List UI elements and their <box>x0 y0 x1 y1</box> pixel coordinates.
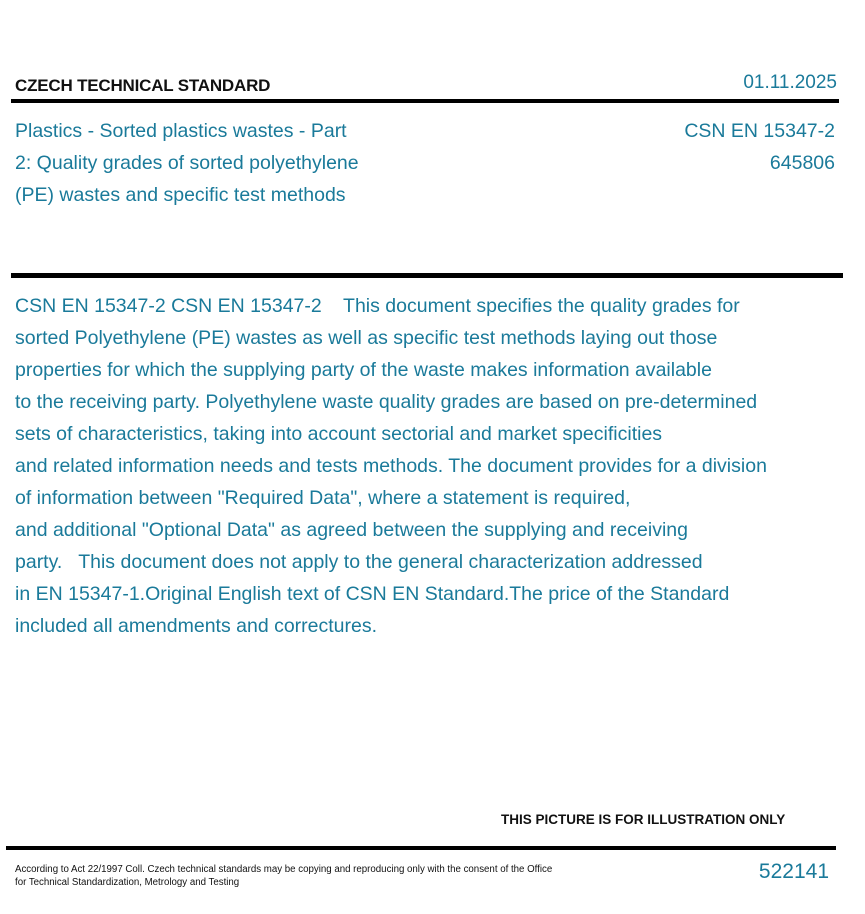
illustration-note: THIS PICTURE IS FOR ILLUSTRATION ONLY <box>501 812 786 827</box>
legal-line: According to Act 22/1997 Coll. Czech technical standards may be copying and reproducing only with the consent of the Office <box>15 864 553 875</box>
description-line: properties for which the supplying party of the waste makes information available <box>15 359 712 381</box>
description-line: of information between "Required Data", where a statement is required, <box>15 487 631 509</box>
issue-date: 01.11.2025 <box>743 72 837 93</box>
legal-notice <box>15 863 552 889</box>
legal-line: for Technical Standardization, Metrology and Testing <box>15 877 240 888</box>
description-line: and related information needs and tests methods. The document provides for a division <box>15 455 767 477</box>
description-line: CSN EN 15347-2 CSN EN 15347-2 This document specifies the quality grades for <box>15 295 740 317</box>
description-line: party. This document does not apply to the general characterization addressed <box>15 551 703 573</box>
middle-divider <box>11 273 843 278</box>
document-identifiers <box>684 115 835 179</box>
description-line: sets of characteristics, taking into account sectorial and market specificities <box>15 423 663 445</box>
title-line: Plastics - Sorted plastics wastes - Part <box>15 120 347 142</box>
standard-number: CSN EN 15347-2 <box>684 120 835 142</box>
top-divider <box>11 99 839 103</box>
bottom-divider <box>6 846 836 850</box>
document-description <box>15 290 855 642</box>
catalog-number: 645806 <box>769 152 835 174</box>
description-line: included all amendments and correctures. <box>15 615 378 637</box>
document-code: 522141 <box>758 860 829 883</box>
description-line: in EN 15347-1.Original English text of CSN EN Standard.The price of the Standard <box>15 583 730 605</box>
standard-type-label: CZECH TECHNICAL STANDARD <box>15 76 271 95</box>
description-line: and additional "Optional Data" as agreed between the supplying and receiving <box>15 519 688 541</box>
title-line: 2: Quality grades of sorted polyethylene <box>15 152 359 174</box>
title-line: (PE) wastes and specific test methods <box>15 184 346 206</box>
document-title <box>15 115 415 211</box>
description-line: to the receiving party. Polyethylene waste quality grades are based on pre-determined <box>15 391 758 413</box>
description-line: sorted Polyethylene (PE) wastes as well as specific test methods laying out those <box>15 327 718 349</box>
